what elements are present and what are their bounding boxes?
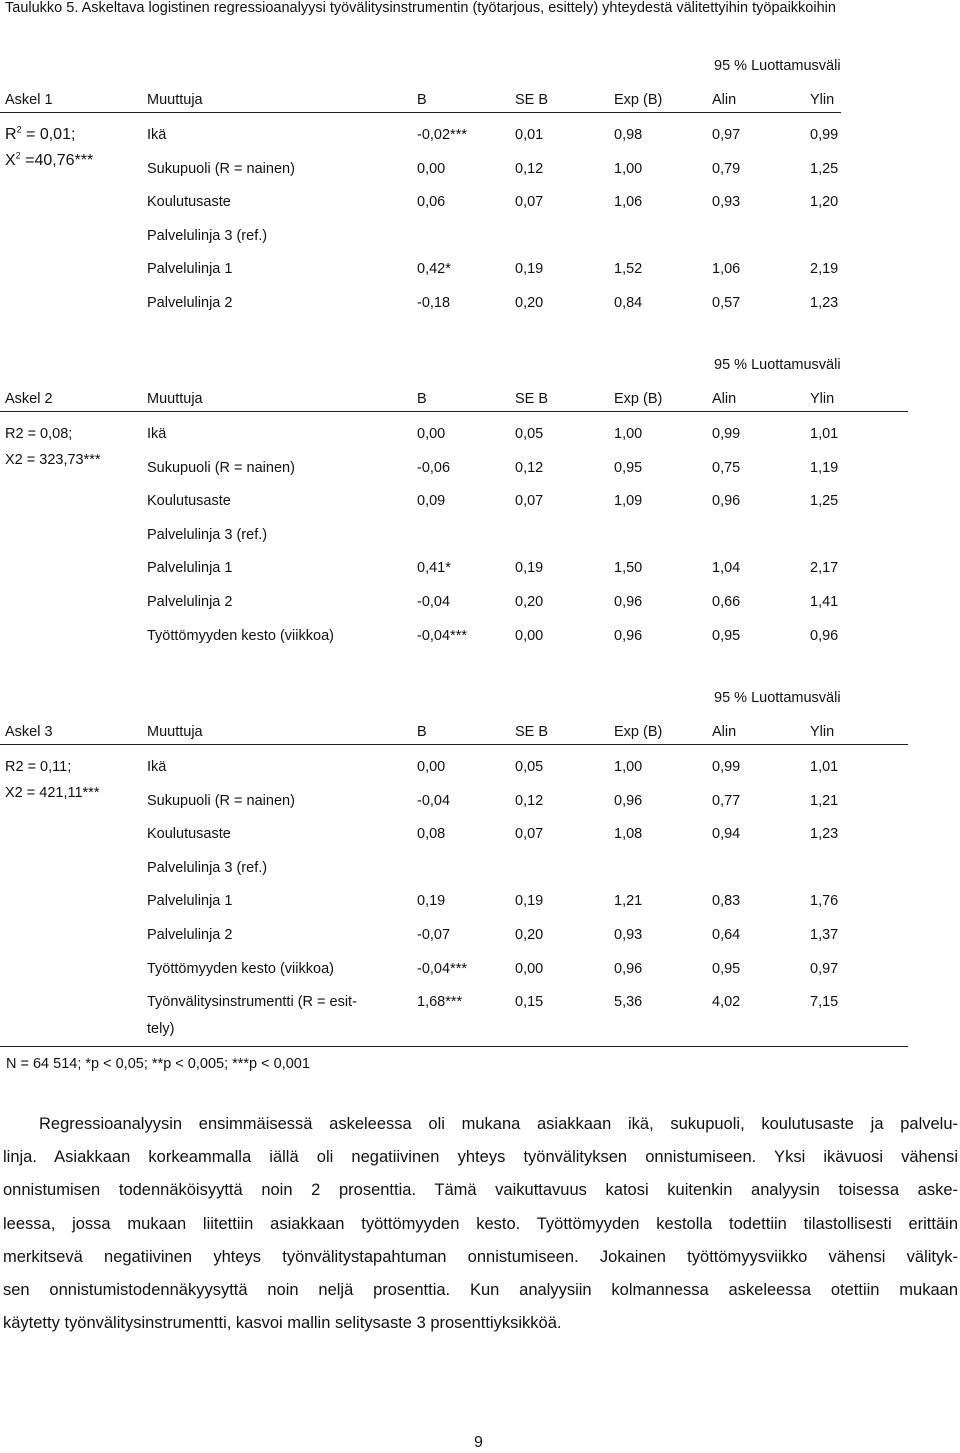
model-chi2-value: =40,76*** [25,152,94,169]
cell-alin: 1,06 [712,261,741,278]
cell-seb: 0,05 [515,426,544,442]
cell-seb: 0,01 [515,127,544,143]
cell-b: -0,18 [417,295,451,311]
cell-alin: 0,94 [712,826,741,843]
header-alin: Alin [712,92,737,108]
cell-b: 0,42* [417,261,451,278]
model-r2: R2 = 0,08; [5,426,73,442]
cell-b: 0,00 [417,160,446,177]
cell-alin: 0,64 [712,927,741,943]
cell-ylin: 2,19 [810,261,839,278]
cell-ylin: 1,23 [810,826,839,843]
header-expb: Exp (B) [614,724,663,740]
cell-seb: 0,00 [515,960,544,977]
cell-b: -0,02*** [417,127,467,143]
variable-name: Palvelulinja 1 [147,560,233,577]
cell-alin: 0,75 [712,459,741,476]
variable-name: Sukupuoli (R = nainen) [147,459,295,476]
paragraph-line: sen onnistumistodennäkyysyttä noin neljä prosenttia. Kun analyysiin kolmannessa askeleessa otettiin mukaan [3,1281,958,1300]
variable-name: Työnvälitysinstrumentti (R = esit- [147,994,357,1011]
header-expb: Exp (B) [614,92,663,108]
variable-name: Palvelulinja 3 (ref.) [147,859,268,876]
table-caption: Taulukko 5. Askeltava logistinen regressioanalyysi työvälitysinstrumentin (työtarjous, esittely) yhteydestä välitettyihin työpaikkoihin [5,0,836,16]
header-muuttuja: Muuttuja [147,724,203,740]
cell-ylin: 2,17 [810,560,839,577]
header-b: B [417,724,427,740]
header-rule [0,112,841,113]
variable-name: Ikä [147,127,167,143]
cell-b: 0,06 [417,194,446,211]
variable-name: Palvelulinja 3 (ref.) [147,227,268,244]
variable-name: Palvelulinja 3 (ref.) [147,526,268,543]
cell-seb: 0,07 [515,194,544,211]
cell-ylin: 1,41 [810,594,839,610]
variable-name: Koulutusaste [147,826,231,843]
header-ylin: Ylin [810,724,835,740]
cell-b: 1,68*** [417,994,463,1011]
header-ylin: Ylin [810,391,835,407]
cell-expb: 0,93 [614,927,643,943]
cell-seb: 0,19 [515,560,544,577]
cell-b: -0,06 [417,459,451,476]
table-footnote: N = 64 514; *p < 0,05; **p < 0,005; ***p < 0,001 [6,1056,310,1072]
step-label: Askel 1 [5,92,53,108]
cell-ylin: 1,01 [810,426,839,442]
cell-seb: 0,20 [515,295,544,311]
cell-alin: 0,66 [712,594,741,610]
cell-ylin: 1,23 [810,295,839,311]
paragraph-line: käytetty työnvälitysinstrumentti, kasvoi mallin selitysaste 3 prosenttiyksikköä. [3,1314,562,1333]
variable-name: Ikä [147,426,167,442]
cell-ylin: 0,99 [810,127,839,143]
cell-seb: 0,19 [515,893,544,910]
cell-seb: 0,20 [515,927,544,943]
cell-b: 0,19 [417,893,446,910]
cell-seb: 0,12 [515,459,544,476]
paragraph-line: onnistumisen todennäköisyyttä noin 2 prosenttia. Tämä vaikuttavuus katosi kuitenkin analyysin toisessa aske- [3,1181,958,1200]
header-muuttuja: Muuttuja [147,92,203,108]
cell-expb: 0,84 [614,295,643,311]
cell-ylin: 1,76 [810,893,839,910]
paragraph-line: Regressioanalyysin ensimmäisessä askeleessa oli mukana asiakkaan ikä, sukupuoli, koulutusaste ja palvelu- [39,1115,958,1133]
cell-alin: 0,83 [712,893,741,910]
variable-name-continued: tely) [147,1021,175,1038]
cell-expb: 1,09 [614,493,643,510]
variable-name: Palvelulinja 2 [147,594,233,610]
cell-expb: 1,06 [614,194,643,211]
variable-name: Palvelulinja 1 [147,893,233,910]
cell-ylin: 1,01 [810,759,839,775]
ci-label: 95 % Luottamusväli [714,357,841,373]
variable-name: Palvelulinja 2 [147,927,233,943]
header-expb: Exp (B) [614,391,663,407]
cell-alin: 0,93 [712,194,741,211]
header-seb: SE B [515,391,549,407]
cell-ylin: 1,19 [810,459,839,476]
header-muuttuja: Muuttuja [147,391,203,407]
cell-expb: 1,52 [614,261,643,278]
paragraph-line: leessa, jossa mukaan liitettiin asiakkaan työttömyyden kesto. Työttömyyden kestolla todettiin tilastollisesti erittäin [3,1214,958,1233]
cell-ylin: 1,20 [810,194,839,211]
table-bottom-rule [0,1046,908,1047]
variable-name: Koulutusaste [147,493,231,510]
variable-name: Koulutusaste [147,194,231,211]
cell-alin: 0,79 [712,160,741,177]
cell-b: -0,04 [417,594,451,610]
model-chi2: X2 = 323,73*** [5,452,101,468]
model-chi2: X2 = 421,11*** [5,785,100,801]
header-seb: SE B [515,724,549,740]
cell-seb: 0,19 [515,261,544,278]
body-paragraph [3,1108,958,1340]
header-alin: Alin [712,391,737,407]
cell-alin: 0,97 [712,127,741,143]
cell-ylin: 1,21 [810,792,839,809]
cell-expb: 0,96 [614,594,643,610]
step-table-3 [0,689,960,1049]
header-b: B [417,92,427,108]
cell-b: -0,07 [417,927,451,943]
variable-name: Työttömyyden kesto (viikkoa) [147,960,334,977]
cell-ylin: 1,37 [810,927,839,943]
cell-alin: 0,95 [712,627,741,644]
cell-b: -0,04*** [417,627,467,644]
cell-alin: 0,77 [712,792,741,809]
cell-expb: 5,36 [614,994,643,1011]
variable-name: Sukupuoli (R = nainen) [147,792,295,809]
cell-seb: 0,12 [515,160,544,177]
cell-b: 0,09 [417,493,446,510]
cell-b: -0,04 [417,792,451,809]
cell-expb: 0,96 [614,792,643,809]
cell-expb: 0,96 [614,960,643,977]
cell-seb: 0,07 [515,493,544,510]
cell-expb: 0,95 [614,459,643,476]
cell-ylin: 1,25 [810,493,839,510]
header-rule [0,744,908,745]
step-label: Askel 3 [5,724,53,740]
cell-alin: 4,02 [712,994,741,1011]
paragraph-line: linja. Asiakkaan korkeammalla iällä oli negatiivinen yhteys työnvälityksen onnistumiseen. Yksi ikävuosi vähensi [3,1148,958,1167]
cell-expb: 0,98 [614,127,643,143]
variable-name: Sukupuoli (R = nainen) [147,160,295,177]
variable-name: Palvelulinja 1 [147,261,233,278]
cell-ylin: 0,96 [810,627,839,644]
cell-alin: 1,04 [712,560,741,577]
header-seb: SE B [515,92,549,108]
cell-alin: 0,99 [712,759,741,775]
cell-expb: 1,50 [614,560,643,577]
variable-name: Työttömyyden kesto (viikkoa) [147,627,334,644]
page-number: 9 [474,1434,483,1451]
model-chi2: $X^2 =40,76***$ [5,150,94,169]
step-label: Askel 2 [5,391,53,407]
cell-expb: 1,21 [614,893,643,910]
header-b: B [417,391,427,407]
cell-ylin: 1,25 [810,160,839,177]
cell-expb: 1,00 [614,160,643,177]
cell-expb: 1,00 [614,426,643,442]
cell-ylin: 7,15 [810,994,839,1011]
cell-expb: 1,00 [614,759,643,775]
ci-label: 95 % Luottamusväli [714,690,841,706]
cell-seb: 0,15 [515,994,544,1011]
cell-alin: 0,95 [712,960,741,977]
model-r2-value: = 0,01; [26,126,76,143]
cell-alin: 0,99 [712,426,741,442]
model-r2: R2 = 0,11; [5,759,72,775]
cell-alin: 0,57 [712,295,741,311]
cell-expb: 1,08 [614,826,643,843]
cell-b: 0,08 [417,826,446,843]
cell-seb: 0,07 [515,826,544,843]
cell-ylin: 0,97 [810,960,839,977]
cell-seb: 0,05 [515,759,544,775]
cell-b: 0,00 [417,759,446,775]
cell-expb: 0,96 [614,627,643,644]
cell-seb: 0,20 [515,594,544,610]
ci-label: 95 % Luottamusväli [714,58,841,74]
cell-b: 0,41* [417,560,451,577]
cell-b: -0,04*** [417,960,467,977]
cell-seb: 0,00 [515,627,544,644]
header-rule [0,411,908,412]
header-alin: Alin [712,724,737,740]
variable-name: Ikä [147,759,167,775]
step-table-2 [0,356,960,716]
variable-name: Palvelulinja 2 [147,295,233,311]
paragraph-line: merkitsevä negatiivinen yhteys työnvälitystapahtuman onnistumiseen. Jokainen työttömyysviikko vähensi välityk- [3,1247,958,1266]
header-ylin: Ylin [810,92,835,108]
cell-alin: 0,96 [712,493,741,510]
cell-seb: 0,12 [515,792,544,809]
cell-b: 0,00 [417,426,446,442]
model-r2: $R^2 = 0,01$; [5,124,76,143]
